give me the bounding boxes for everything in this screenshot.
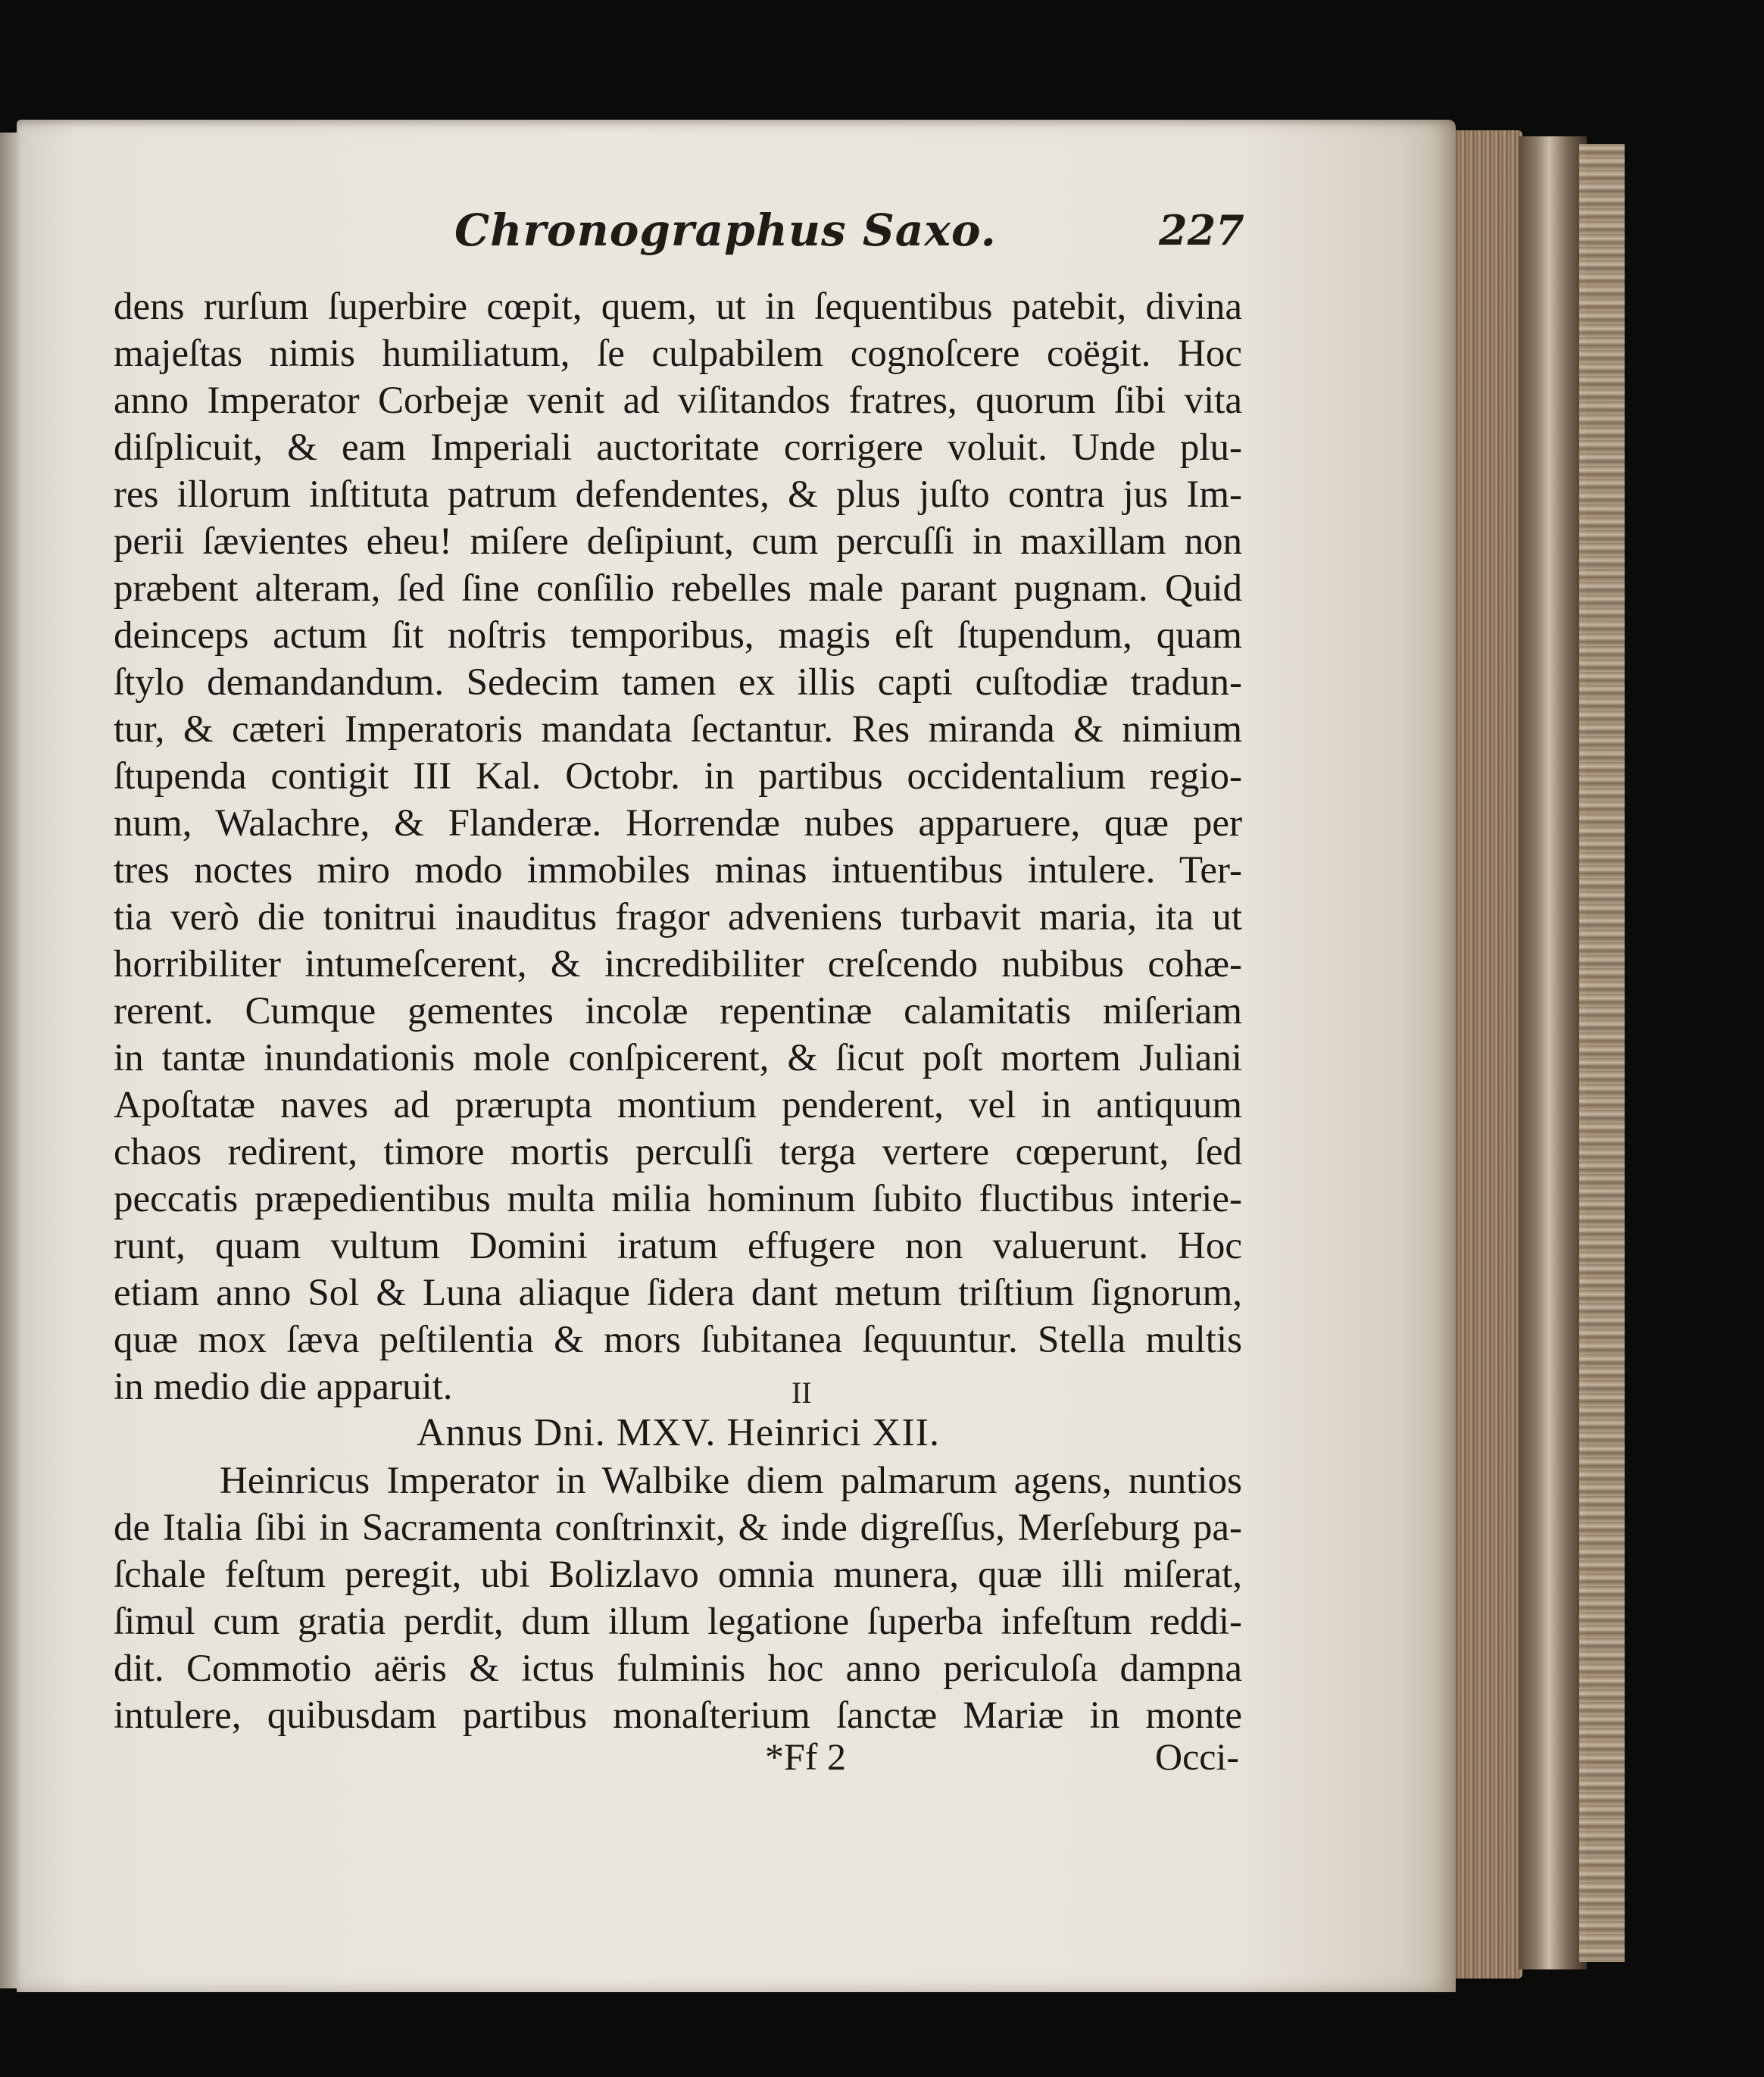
page-number: 227: [1159, 206, 1244, 255]
text-line: quæ mox ſæva peſtilentia & mors ſubitanea ſequuntur. Stella multis: [114, 1319, 1242, 1361]
text-line: de Italia ſibi in Sacramenta conſtrinxit, & inde digreſſus, Merſeburg pa-: [114, 1507, 1242, 1549]
text-line: tur, & cæteri Imperatoris mandata ſectantur. Res miranda & nimium: [114, 708, 1242, 751]
cover-board: [1579, 144, 1625, 1962]
text-line: num, Walachre, & Flanderæ. Horrendæ nubes apparuere, quæ per: [114, 802, 1242, 845]
text-line: dit. Commotio aëris & ictus fulminis hoc anno periculoſa dampna: [114, 1648, 1242, 1690]
section-numeral: II: [791, 1376, 812, 1410]
text-line: ſtupenda contigit III Kal. Octobr. in partibus occidentalium regio-: [114, 755, 1242, 798]
text-line: ſtylo demandandum. Sedecim tamen ex illis capti cuſtodiæ tradun-: [114, 661, 1242, 704]
text-line: peccatis præpedientibus multa milia hominum ſubito fluctibus interie-: [114, 1178, 1242, 1220]
text-line: Heinricus Imperator in Walbike diem palmarum agens, nuntios: [220, 1460, 1242, 1502]
catchword: Occi-: [1155, 1735, 1240, 1778]
book-binding: [1519, 136, 1587, 1969]
text-line: etiam anno Sol & Luna aliaque ſidera dant metum triſtium ſignorum,: [114, 1272, 1242, 1314]
text-line: in medio die apparuit.: [114, 1366, 453, 1408]
text-line: diſplicuit, & eam Imperiali auctoritate corrigere voluit. Unde plu-: [114, 426, 1242, 469]
running-title: Chronographus Saxo.: [454, 205, 997, 256]
text-line: tres noctes miro modo immobiles minas intuentibus intulere. Ter-: [114, 849, 1242, 892]
text-line: dens rurſum ſuperbire cœpit, quem, ut in ſequentibus patebit, divina: [114, 286, 1242, 328]
signature-mark: *Ff 2: [765, 1735, 846, 1778]
text-line: præbent alteram, ſed ſine conſilio rebelles male parant pugnam. Quid: [114, 567, 1242, 610]
year-heading: Annus Dni. MXV. Heinrici XII.: [417, 1411, 940, 1454]
text-line: tia verò die tonitrui inauditus fragor adveniens turbavit maria, ita ut: [114, 896, 1242, 939]
text-line: ſimul cum gratia perdit, dum illum legatione ſuperba infeſtum reddi-: [114, 1601, 1242, 1643]
page-block-edges: [1453, 130, 1522, 1979]
text-line: intulere, quibusdam partibus monaſterium ſanctæ Mariæ in monte: [114, 1694, 1242, 1737]
text-line: ſchale feſtum peregit, ubi Bolizlavo omnia munera, quæ illi miſerat,: [114, 1554, 1242, 1596]
text-line: majeſtas nimis humiliatum, ſe culpabilem cognoſcere coëgit. Hoc: [114, 333, 1242, 375]
text-line: runt, quam vultum Domini iratum effugere non valuerunt. Hoc: [114, 1225, 1242, 1267]
text-line: horribiliter intumeſcerent, & incredibiliter creſcendo nubibus cohæ-: [114, 943, 1242, 985]
text-line: anno Imperator Corbejæ venit ad viſitandos fratres, quorum ſibi vita: [114, 379, 1242, 422]
text-line: res illorum inſtituta patrum defendentes, & plus juſto contra jus Im-: [114, 473, 1242, 516]
text-line: Apoſtatæ naves ad prærupta montium penderent, vel in antiquum: [114, 1084, 1242, 1126]
text-line: perii ſævientes eheu! miſere deſipiunt, cum percuſſi in maxillam non: [114, 520, 1242, 563]
text-line: chaos redirent, timore mortis perculſi terga vertere cœperunt, ſed: [114, 1131, 1242, 1173]
text-line: deinceps actum ſit noſtris temporibus, magis eſt ſtupendum, quam: [114, 614, 1242, 657]
text-line: rerent. Cumque gementes incolæ repentinæ calamitatis miſeriam: [114, 990, 1242, 1032]
text-line: in tantæ inundationis mole conſpicerent, & ſicut poſt mortem Juliani: [114, 1037, 1242, 1079]
